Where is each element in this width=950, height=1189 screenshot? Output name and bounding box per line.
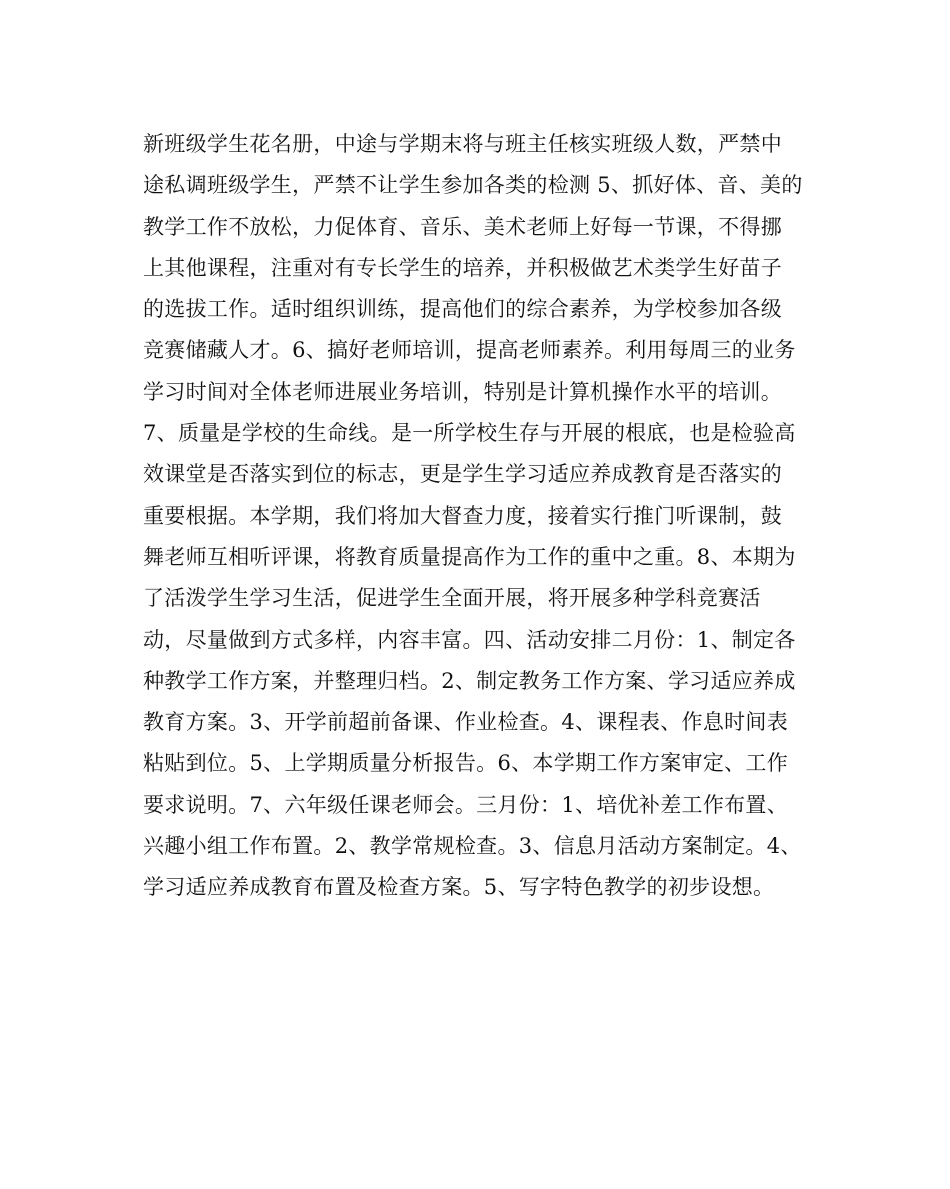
text-line-19: 学习适应养成教育布置及检查方案。5、写字特色教学的初步设想。 [143, 875, 775, 900]
text-line-3: 教学工作不放松，力促体育、音乐、美术老师上好每一节课，不得挪 [143, 214, 782, 239]
text-line-17: 要求说明。7、六年级任课老师会。三月份：1、培优补差工作布置、 [143, 792, 789, 817]
body-text [143, 124, 823, 909]
text-line-8: 7、质量是学校的生命线。是一所学校生存与开展的根底，也是检验高 [143, 421, 796, 446]
text-line-2: 途私调班级学生，严禁不让学生参加各类的检测 5、抓好体、音、美的 [143, 173, 803, 198]
text-line-15: 教育方案。3、开学前超前备课、作业检查。4、课程表、作息时间表 [143, 710, 789, 735]
text-line-1: 新班级学生花名册，中途与学期末将与班主任核实班级人数，严禁中 [143, 132, 782, 156]
text-line-5: 的选拔工作。适时组织训练，提高他们的综合素养，为学校参加各级 [143, 297, 782, 322]
text-line-7: 学习时间对全体老师进展业务培训，特别是计算机操作水平的培训。 [143, 379, 782, 404]
text-line-13: 动，尽量做到方式多样，内容丰富。四、活动安排二月份：1、制定各 [143, 627, 796, 652]
text-line-14: 种教学工作方案，并整理归档。2、制定教务工作方案、学习适应养成 [143, 668, 796, 693]
text-line-16: 粘贴到位。5、上学期质量分析报告。6、本学期工作方案审定、工作 [143, 751, 789, 776]
text-line-12: 了活泼学生学习生活，促进学生全面开展，将开展多种学科竞赛活 [143, 586, 761, 611]
text-line-11: 舞老师互相听评课，将教育质量提高作为工作的重中之重。8、本期为 [143, 544, 796, 569]
text-line-10: 重要根据。本学期，我们将加大督查力度，接着实行推门听课制，鼓 [143, 503, 782, 528]
text-line-18: 兴趣小组工作布置。2、教学常规检查。3、信息月活动方案制定。4、 [143, 834, 802, 859]
text-line-6: 竞赛储藏人才。6、搞好老师培训，提高老师素养。利用每周三的业务 [143, 338, 796, 363]
text-line-9: 效课堂是否落实到位的标志，更是学生学习适应养成教育是否落实的 [143, 462, 782, 487]
text-line-4: 上其他课程，注重对有专长学生的培养，并积极做艺术类学生好苗子 [143, 255, 782, 280]
